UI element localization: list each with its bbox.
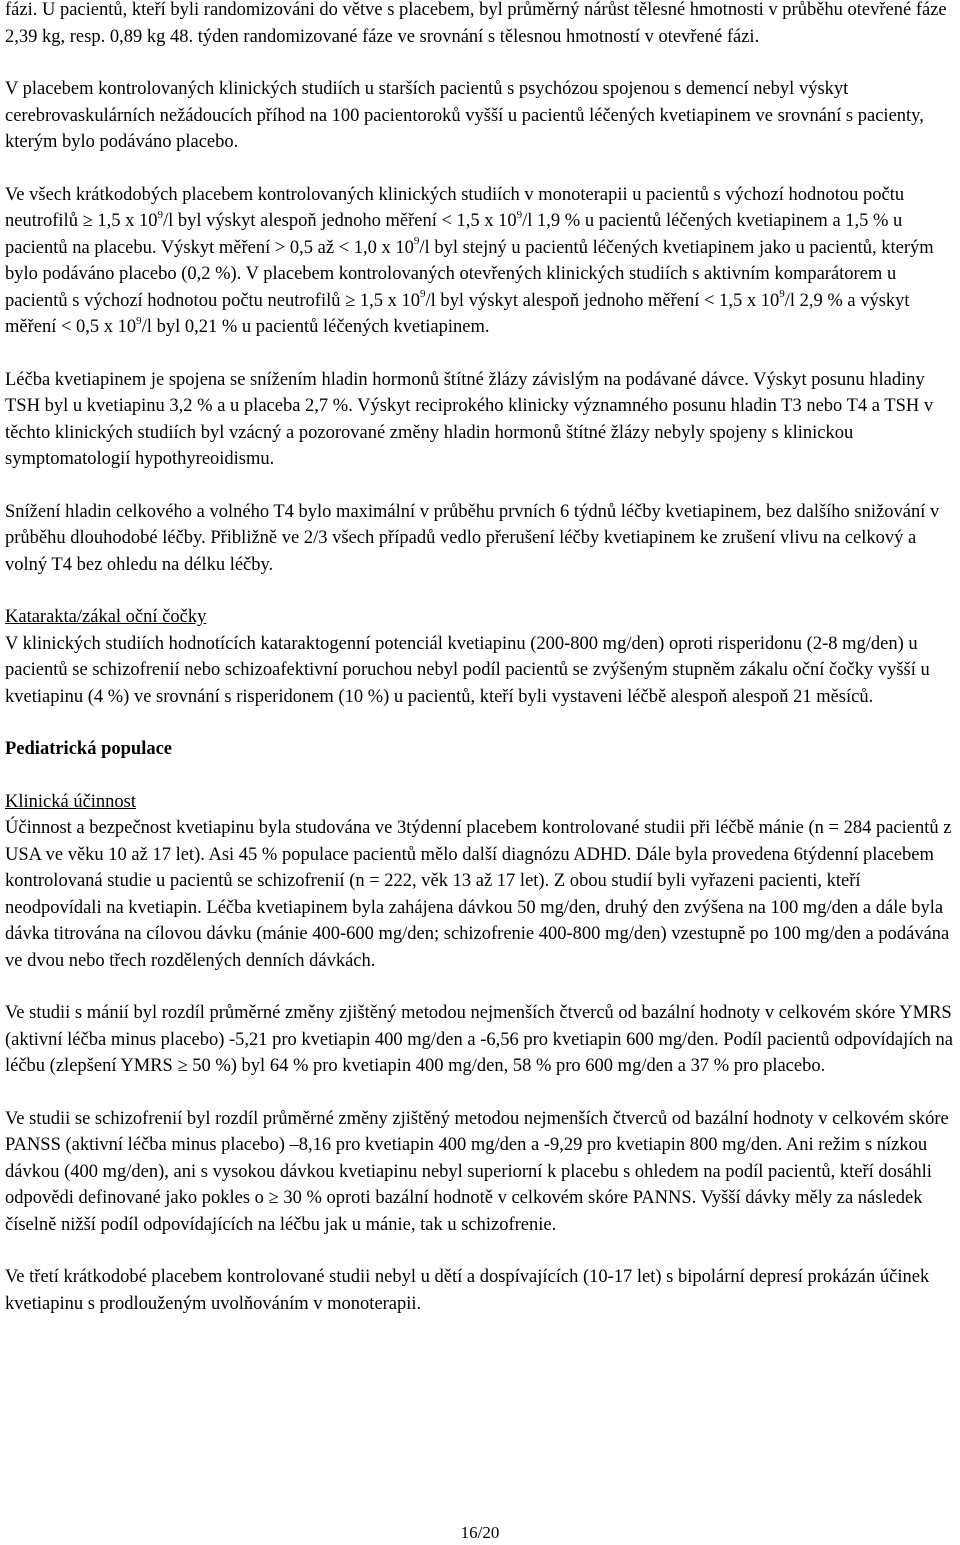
exponent: 9 xyxy=(136,314,142,327)
exponent: 9 xyxy=(779,288,785,301)
paragraph-t4: Snížení hladin celkového a volného T4 bylo maximální v průběhu prvních 6 týdnů léčby kvetiapinem, bez dalšího snižování v průběhu dlouhodobé léčby. Přibližně ve 2/3 všech případů vedlo přerušení léčby kvetiapinem ke zrušení vlivu na celkový a volný T4 bez ohledu na délku léčby. xyxy=(5,501,940,575)
exponent: 9 xyxy=(516,208,523,221)
heading-clinical-efficacy: Klinická účinnost xyxy=(5,791,137,812)
paragraph-cataract: V klinických studiích hodnotících kataraktogenní potenciál kvetiapinu (200-800 mg/den) oproti risperidonu (2-8 mg/den) u pacientů se schizofrenií nebo schizoafektivní poruchou nebyl podíl pacientů se zvýšeným stupněm zákalu oční čočky vyšší u kvetiapinu (4 %) ve srovnání s risperidonem (10 %) u pacientů, kteří byli vystaveni léčbě alespoň alespoň 21 měsíců. xyxy=(5,633,930,707)
neutrophil-text-b: /l byl výskyt alespoň jednoho měření < 1,5 x 10 xyxy=(162,211,517,231)
paragraph-cerebrovascular: V placebem kontrolovaných klinických studiích u starších pacientů s psychózou spojenou s demencí nebyl výskyt cerebrovaskulárních nežádoucích příhod na 100 pacientoroků vyšší u pacientů léčených kvetiapinem ve srovnání s pacienty, kterým bylo podáváno placebo. xyxy=(5,79,924,152)
page-number: 16/20 xyxy=(460,1523,500,1542)
exponent: 9 xyxy=(420,288,426,301)
heading-cataract: Katarakta/zákal oční čočky xyxy=(5,607,207,627)
heading-pediatric: Pediatrická populace xyxy=(5,739,173,759)
paragraph-neutrophils xyxy=(5,182,955,341)
exponent: 9 xyxy=(157,208,163,221)
paragraph-bipolar-depression: Ve třetí krátkodobé placebem kontrolované studii nebyl u dětí a dospívajících (10-17 let) s bipolární depresí prokázán účinek kvetiapinu s prodlouženým uvolňováním v monoterapii. xyxy=(5,1267,930,1314)
paragraph-schizophrenia: Ve studii se schizofrenií byl rozdíl průměrné změny zjištěný metodou nejmenších čtverců od bazální hodnoty v celkovém skóre PANSS (aktivní léčba minus placebo) –8,16 pro kvetiapin 400 mg/den a -9,29 pro kvetiapin 800 mg/den. Ani režim s nízkou dávkou (400 mg/den), ani s vysokou dávkou kvetiapinu nebyl superiorní k placebu s ohledem na podíl pacientů, kteří dosáhli odpovědi definované jako pokles o ≥ 30 % oproti bazální hodnotě v celkovém skóre PANNS. Vyšší dávky měly za následek číselně nižší podíl odpovídajících na léčbu jak u mánie, tak u schizofrenie. xyxy=(5,1108,949,1235)
document-page xyxy=(5,0,955,1317)
paragraph-mania: Ve studii s mánií byl rozdíl průměrné změny zjištěný metodou nejmenších čtverců od bazální hodnoty v celkovém skóre YMRS (aktivní léčba minus placebo) -5,21 pro kvetiapin 400 mg/den a -6,56 pro kvetiapin 600 mg/den. Podíl pacientů odpovídajích na léčbu (zlepšení YMRS ≥ 50 %) byl 64 % pro kvetiapin 400 mg/den, 58 % pro 600 mg/den a 37 % pro placebo. xyxy=(5,1003,953,1076)
neutrophil-text-a: Ve všech krátkodobých placebem kontrolovaných klinických studiích v monoterapii u pacientů s výchozí hodnotou počtu neutrofilů ≥ 1,5 x 10 xyxy=(5,184,905,231)
neutrophil-text-d: /l byl stejný u pacientů léčených kvetiapinem jako u pacientů, kterým bylo podáváno placebo (0,2 %). V placebem kontrolovaných otevřených klinických studiích s aktivním komparátorem u pacientů s výchozí hodnotou počtu neutrofilů ≥ 1,5 x 10 xyxy=(5,237,934,311)
neutrophil-text-e: /l byl výskyt alespoň jednoho měření < 1,5 x 10 xyxy=(425,290,780,311)
neutrophil-text-c: /l 1,9 % u pacientů léčených kvetiapinem a 1,5 % u pacientů na placebu. Výskyt měření > 0,5 až < 1,0 x 10 xyxy=(5,211,903,258)
exponent: 9 xyxy=(413,235,420,248)
neutrophil-text-g: /l byl 0,21 % u pacientů léčených kvetiapinem. xyxy=(141,317,490,337)
neutrophil-text-f: /l 2,9 % a výskyt měření < 0,5 x 10 xyxy=(5,290,910,337)
paragraph-efficacy: Účinnost a bezpečnost kvetiapinu byla studována ve 3týdenní placebem kontrolované studii při léčbě mánie (n = 284 pacientů z USA ve věku 10 až 17 let). Asi 45 % populace pacientů mělo další diagnózu ADHD. Dále byla provedena 6týdenní placebem kontrolovaná studie u pacientů se schizofrenií (n = 222, věk 13 až 17 let). Z obou studií byli vyřazeni pacienti, kteří neodpovídali na kvetiapin. Léčba kvetiapinem byla zahájena dávkou 50 mg/den, druhý den zvýšena na 100 mg/den a dále byla dávka titrována na cílovou dávku (mánie 400-600 mg/den; schizofrenie 400-800 mg/den) vzestupně po 100 mg/den a podávána ve dvou nebo třech rozdělených denních dávkách. xyxy=(5,818,952,971)
paragraph-thyroid: Léčba kvetiapinem je spojena se snížením hladin hormonů štítné žlázy závislým na podávané dávce. Výskyt posunu hladiny TSH byl u kvetiapinu 3,2 % a u placeba 2,7 %. Výskyt reciprokého klinicky významného posunu hladin T3 nebo T4 a TSH v těchto klinických studiích byl vzácný a pozorované změny hladin hormonů štítné žlázy nebyly spojeny s klinickou symptomatologií hypothyreoidismu. xyxy=(5,369,934,469)
paragraph-weight-gain: fázi. U pacientů, kteří byli randomizováni do větve s placebem, byl průměrný nárůst tělesné hmotnosti v průběhu otevřené fáze 2,39 kg, resp. 0,89 kg 48. týden randomizované fáze ve srovnání s tělesnou hmotností v otevřené fázi. xyxy=(5,0,947,47)
